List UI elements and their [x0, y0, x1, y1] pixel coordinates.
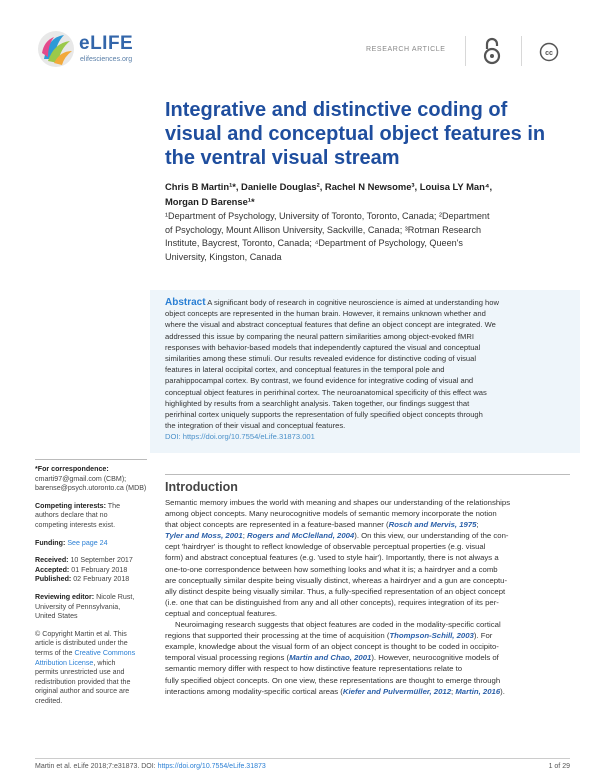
reference-link[interactable]: Rogers and McClelland, 2004 — [247, 531, 355, 541]
abstract-heading: Abstract — [165, 297, 206, 308]
editor-text: University of Pennsylvania, — [35, 602, 121, 611]
published-heading: Published: — [35, 575, 72, 584]
affiliation-line: ¹Department of Psychology, University of Toronto, Toronto, Canada; ²Department — [165, 211, 490, 221]
creative-commons-link[interactable]: Creative Commons — [74, 648, 136, 657]
body-line: form) and abstract conceptual features (e.g. 'used to style hair'). Importantly, there is not always a — [165, 553, 499, 563]
body-line: ceptual and conceptual features. — [165, 608, 278, 618]
copyright-text: terms of the — [35, 648, 75, 657]
body-line: example, knowledge about the visual form of an object concept is thought to be coded in occipito- — [165, 642, 499, 652]
title-line: visual and conceptual object features in — [165, 123, 546, 145]
page-header — [0, 0, 600, 90]
body-text: that object concepts are represented in a feature-based manner ( — [165, 520, 389, 530]
body-text: ). However, neurocognitive models of — [371, 653, 499, 663]
copyright-block — [35, 630, 157, 707]
header-divider — [465, 36, 466, 66]
brand-url[interactable]: elifesciences.org — [80, 56, 133, 63]
body-line: (i.e. one that can be distinguished from any and all other concepts), requires integration of its per- — [165, 597, 499, 607]
published-date: 02 February 2018 — [71, 575, 130, 584]
copyright-text: © Copyright Martin et al. This — [35, 629, 127, 638]
funding-block — [35, 539, 157, 549]
received-date: 10 September 2017 — [68, 556, 133, 565]
page-number: 1 of 29 — [548, 763, 570, 770]
creative-commons-icon — [539, 42, 559, 62]
elife-logo-icon — [34, 29, 78, 69]
body-text: regions that supported their processing at the time of acquisition ( — [165, 631, 390, 641]
correspondence-block — [35, 465, 157, 494]
abstract-line: features in lateral occipital cortex, and conceptual features in the temporal pole and — [165, 365, 445, 375]
affiliation-line: of Psychology, Mount Allison University, Sackville, Canada; ³Rotman Research — [165, 224, 482, 235]
attribution-license-link[interactable]: Attribution License — [35, 658, 94, 667]
article-type-label: RESEARCH ARTICLE — [366, 46, 446, 53]
copyright-text: original author and source are — [35, 687, 130, 696]
copyright-text: credited. — [35, 696, 63, 705]
reviewing-editor-block — [35, 593, 157, 622]
copyright-text: article is distributed under the — [35, 639, 128, 648]
body-line: semantic memory differ with respect to how distinctive feature representations relate to — [165, 664, 463, 674]
body-text: ). For — [473, 631, 493, 641]
body-line: among object concepts. Many neurocognitive models of semantic memory incorporate the notion — [165, 509, 497, 519]
competing-text: authors declare that no — [35, 511, 108, 520]
section-rule — [165, 474, 570, 475]
editor-heading: Reviewing editor: — [35, 592, 95, 601]
copyright-text: , which — [93, 658, 116, 667]
abstract-line: the integration of their visual and conceptual features. — [165, 421, 346, 431]
brand-name[interactable]: eLIFE — [79, 33, 134, 54]
sidebar-rule — [35, 459, 147, 460]
competing-text: The — [105, 501, 121, 510]
body-line — [165, 686, 575, 697]
body-line — [165, 530, 575, 541]
body-line: Neuroimaging research suggests that object features are coded in the modality-specific cortical — [175, 620, 501, 630]
competing-interests-block — [35, 502, 157, 531]
footer-citation-text: Martin et al. eLife 2018;7:e31873. DOI: — [35, 763, 158, 770]
abstract-line: highlighted by results from a searchlight analysis. Taken together, our findings suggest that — [165, 398, 470, 408]
introduction-heading: Introduction — [165, 480, 238, 494]
reference-link[interactable]: Tyler and Moss, 2001 — [165, 531, 243, 541]
footer-doi-link[interactable]: https://doi.org/10.7554/eLife.31873 — [157, 763, 266, 770]
competing-text: competing interests exist. — [35, 520, 116, 529]
body-line — [165, 519, 575, 530]
body-line: one-to-one correspondence between how something looks and what it is; a hairdryer and a comb — [165, 564, 498, 574]
body-line: fully specified object concepts. On one view, these representations are thought to emerge through — [165, 675, 501, 685]
footer-rule — [35, 758, 570, 759]
copyright-text: permits unrestricted use and — [35, 668, 125, 677]
abstract-doi-link[interactable]: DOI: https://doi.org/10.7554/eLife.31873.001 — [165, 432, 315, 442]
body-line: are conceptually similar despite being visually distinct, whereas a hairdryer and a gun are conceptu- — [165, 575, 508, 585]
body-line — [165, 630, 575, 641]
funding-link[interactable]: See page 24 — [65, 538, 108, 547]
reference-link[interactable]: Thompson-Schill, 2003 — [389, 631, 474, 641]
abstract — [165, 297, 570, 443]
abstract-line: where the visual and abstract conceptual features that define an object concept are integrated. We — [165, 320, 496, 330]
editor-text: United States — [35, 612, 78, 621]
body-line: ally distinct despite being visually similar. Thus, a fully-specified representation of an object concept — [165, 586, 506, 596]
body-line — [165, 652, 575, 663]
accepted-date: 01 February 2018 — [69, 565, 128, 574]
abstract-line: responses with behavior-based models that independently captured the visual and conceptual — [165, 342, 481, 352]
title-line: Integrative and distinctive coding of — [165, 99, 508, 121]
reference-link[interactable]: Martin and Chao, 2001 — [289, 653, 372, 663]
body-text: ; — [242, 531, 247, 541]
abstract-line: perirhinal cortex uniquely supports the representation of fully specified object concepts through — [165, 410, 483, 420]
correspondence-email[interactable]: cmarti97@gmail.com (CBM); — [35, 474, 127, 483]
funding-heading: Funding: — [35, 538, 66, 547]
reference-link[interactable]: Martin, 2016 — [455, 686, 501, 696]
abstract-line: conceptual object features in perirhinal cortex. The neuroanatomical specificity of this effect was — [165, 387, 487, 397]
editor-text: Nicole Rust, — [94, 592, 135, 601]
dates-block — [35, 556, 157, 585]
article-title — [165, 98, 575, 170]
title-line: the ventral visual stream — [165, 147, 400, 169]
authors-line: Morgan D Barense¹* — [165, 196, 255, 207]
abstract-line: addressed this issue by comparing the neural pattern similarities among object-evoked fMRI — [165, 331, 474, 341]
abstract-line: parahippocampal cortex. By contrast, we found evidence for integrative coding of visual and — [165, 376, 474, 386]
open-access-icon — [481, 36, 503, 66]
body-text: ; — [476, 520, 479, 530]
affiliations — [165, 210, 575, 264]
abstract-text: A significant body of research in cognitive neuroscience is aimed at understanding how — [205, 298, 499, 307]
body-text: interactions among modality-specific cortical areas ( — [165, 686, 343, 696]
body-line: cept 'hairdryer' is thought to reflect knowledge of observable perceptual properties (e.g. visual — [165, 542, 486, 552]
body-line: Semantic memory imbues the world with meaning and shapes our understanding of the relationships — [165, 498, 511, 507]
body-text: ; — [451, 686, 456, 696]
affiliation-line: Institute, Baycrest, Toronto, Canada; ⁴Department of Psychology, Queen's — [165, 238, 463, 248]
correspondence-heading: *For correspondence: — [35, 465, 109, 473]
footer-citation — [35, 763, 266, 770]
abstract-line — [165, 297, 570, 308]
reference-link[interactable]: Kiefer and Pulvermüller, 2012 — [342, 686, 452, 696]
introduction-body — [165, 497, 575, 697]
abstract-line: similarities among these stimuli. Our results revealed evidence for distinctive coding of visual — [165, 354, 477, 364]
competing-heading: Competing interests: — [35, 501, 106, 510]
copyright-text: redistribution provided that the — [35, 677, 131, 686]
correspondence-email[interactable]: barense@psych.utoronto.ca (MDB) — [35, 484, 147, 493]
received-heading: Received: — [35, 556, 69, 565]
body-text: temporal visual processing regions ( — [165, 653, 290, 663]
abstract-line: object concepts are represented in the human brain. However, it remains unknown whether and — [165, 309, 486, 319]
svg-text:cc: cc — [545, 50, 553, 57]
authors-line: Chris B Martin¹*, Danielle Douglas², Rachel N Newsome³, Louisa LY Man⁴, — [165, 181, 493, 192]
body-text: ). On this view, our understanding of the con- — [354, 531, 509, 541]
affiliation-line: University, Kingston, Canada — [165, 251, 282, 262]
reference-link[interactable]: Rosch and Mervis, 1975 — [388, 520, 477, 530]
accepted-heading: Accepted: — [35, 565, 70, 574]
header-divider — [521, 36, 522, 66]
body-text: ). — [500, 686, 505, 696]
author-list — [165, 179, 565, 209]
article-sidebar — [35, 465, 157, 714]
